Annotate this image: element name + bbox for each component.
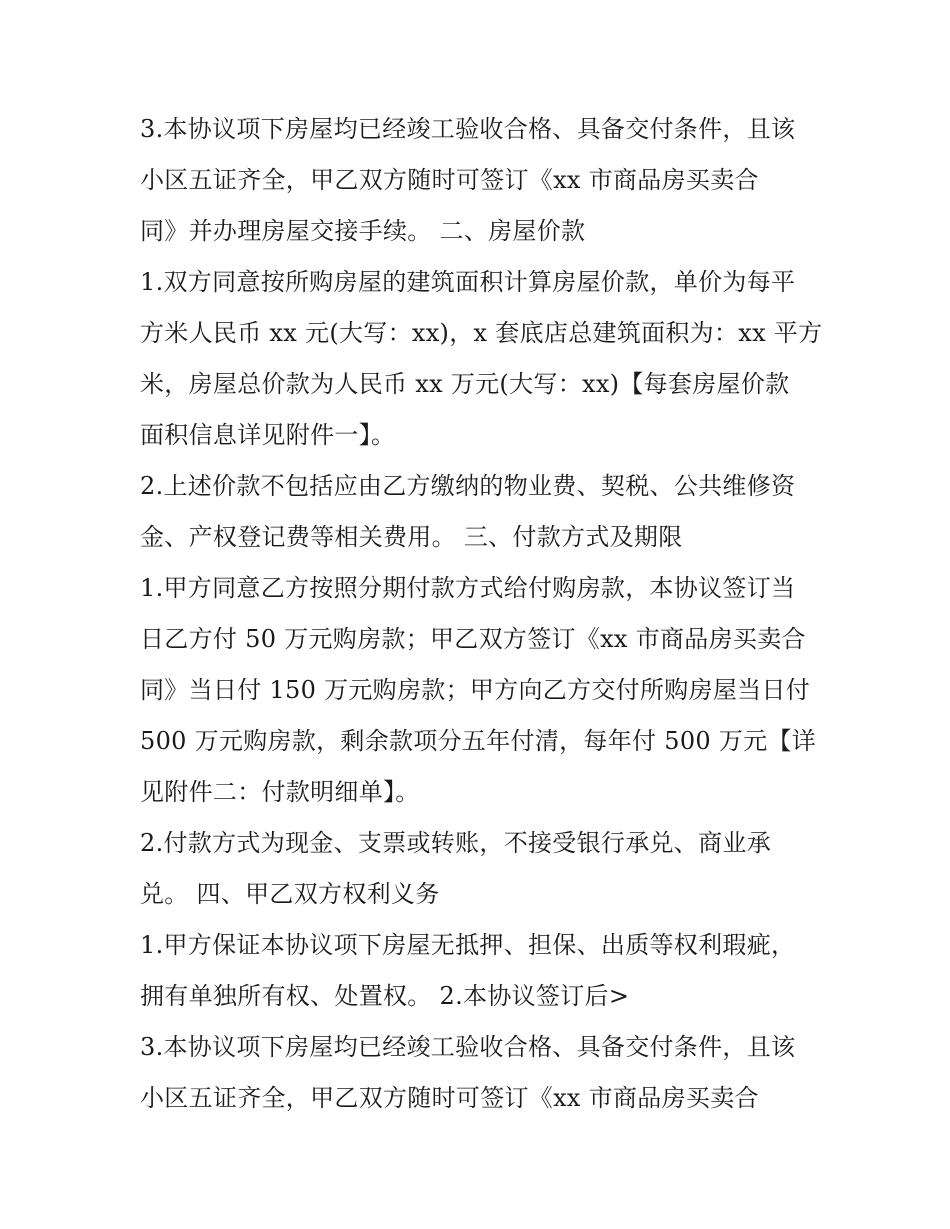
text-line: 1.双方同意按所购房屋的建筑面积计算房屋价款，单价为每平 [140, 268, 796, 296]
text-line: 2.上述价款不包括应由乙方缴纳的物业费、契税、公共维修资 [140, 472, 796, 500]
document-body [140, 104, 823, 1124]
text-line: 2.付款方式为现金、支票或转账，不接受银行承兑、商业承 [140, 829, 771, 857]
text-line: 日乙方付 50 万元购房款；甲乙双方签订《xx 市商品房买卖合 [140, 625, 806, 653]
text-line: 兑。 四、甲乙双方权利义务 [140, 880, 440, 908]
text-line: 1.甲方同意乙方按照分期付款方式给付购房款，本协议签订当 [140, 574, 796, 602]
text-line: 见附件二：付款明细单】。 [140, 778, 420, 806]
text-line: 3.本协议项下房屋均已经竣工验收合格、具备交付条件，且该 [140, 115, 796, 143]
text-line: 拥有单独所有权、处置权。 2.本协议签订后> [140, 982, 630, 1010]
text-line: 小区五证齐全，甲乙双方随时可签订《xx 市商品房买卖合 [140, 166, 759, 194]
text-line: 同》并办理房屋交接手续。 二、房屋价款 [140, 217, 586, 245]
text-line: 500 万元购房款，剩余款项分五年付清，每年付 500 万元【详 [140, 727, 817, 755]
text-line: 1.甲方保证本协议项下房屋无抵押、担保、出质等权利瑕疵， [140, 931, 796, 959]
text-line: 金、产权登记费等相关费用。 三、付款方式及期限 [140, 523, 683, 551]
text-line: 同》当日付 150 万元购房款；甲方向乙方交付所购房屋当日付 [140, 676, 811, 704]
text-line: 面积信息详见附件一】。 [140, 421, 396, 449]
text-line: 米，房屋总价款为人民币 xx 万元(大写：xx)【每套房屋价款 [140, 370, 790, 398]
text-line: 方米人民币 xx 元(大写：xx)，x 套底店总建筑面积为：xx 平方 [140, 319, 823, 347]
text-line: 小区五证齐全，甲乙双方随时可签订《xx 市商品房买卖合 [140, 1084, 759, 1112]
text-line: 3.本协议项下房屋均已经竣工验收合格、具备交付条件，且该 [140, 1033, 796, 1061]
